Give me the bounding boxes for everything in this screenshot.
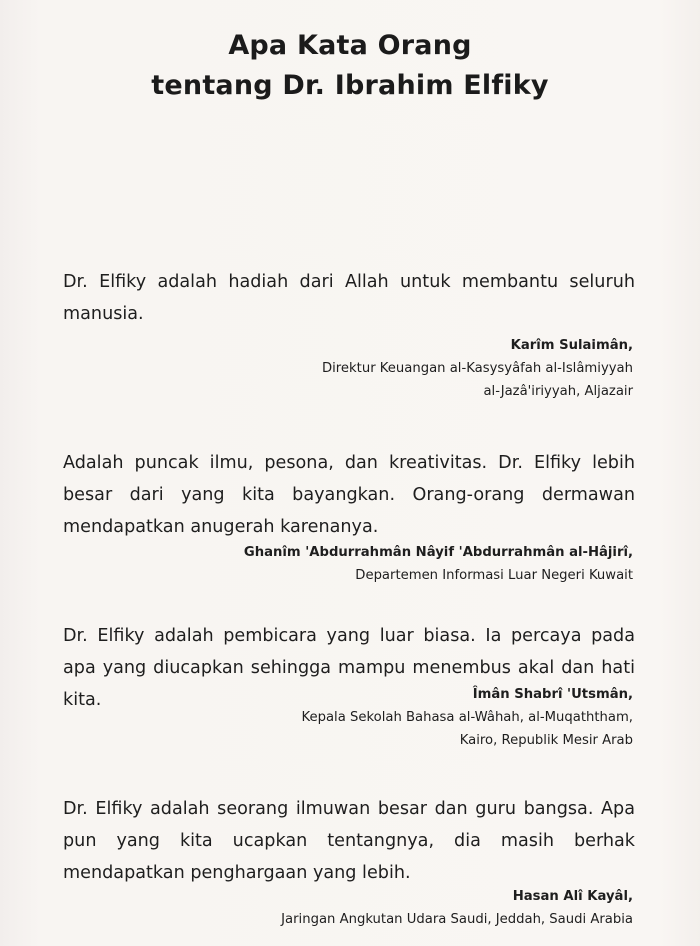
testimonial-author-2: Ghanîm 'Abdurrahmân Nâyif 'Abdurrahmân al-Hâjirî, — [243, 545, 633, 560]
testimonial-affiliation-line: Departemen Informasi Luar Negeri Kuwait — [355, 568, 633, 583]
testimonial-attribution-2 — [244, 541, 633, 587]
testimonial-author-4: Hasan Alî Kayâl, — [512, 889, 633, 904]
testimonial-attribution-3 — [301, 683, 633, 752]
testimonial-affiliation-line: Kairo, Republik Mesir Arab — [459, 733, 633, 748]
testimonial-quote-2: Adalah puncak ilmu, pesona, dan kreativitas. Dr. Elfiky lebih besar dari yang kita bayangkan. Orang-orang dermawan mendapatkan anugerah karenanya. — [63, 453, 635, 537]
page-title-line-1: Apa Kata Orang — [228, 30, 472, 61]
page-title-line-2: tentang Dr. Ibrahim Elfiky — [151, 70, 549, 101]
testimonial-attribution-1 — [322, 334, 633, 403]
testimonial-affiliation-line: Jaringan Angkutan Udara Saudi, Jeddah, Saudi Arabia — [281, 912, 633, 927]
testimonial-affiliation-line: al-Jazâ'iriyyah, Aljazair — [483, 384, 633, 399]
testimonial-author-1: Karîm Sulaimân, — [510, 338, 633, 353]
testimonial-quote-1: Dr. Elfiky adalah hadiah dari Allah untuk membantu seluruh manusia. — [63, 272, 635, 324]
testimonial-affiliation-line: Direktur Keuangan al-Kasysyâfah al-Islâmiyyah — [321, 361, 633, 376]
testimonial-affiliation-line: Kepala Sekolah Bahasa al-Wâhah, al-Muqaththam, — [301, 710, 633, 725]
testimonial-quote-3: Dr. Elfiky adalah pembicara yang luar biasa. Ia percaya pada apa yang diucapkan sehingga mampu menembus akal dan hati kita. — [63, 626, 635, 710]
testimonial-author-3: Îmân Shabrî 'Utsmân, — [472, 687, 633, 702]
testimonial-attribution-4 — [281, 885, 633, 931]
testimonial-quote-4: Dr. Elfiky adalah seorang ilmuwan besar dan guru bangsa. Apa pun yang kita ucapkan tentangnya, dia masih berhak mendapatkan penghargaan yang lebih. — [63, 799, 635, 883]
